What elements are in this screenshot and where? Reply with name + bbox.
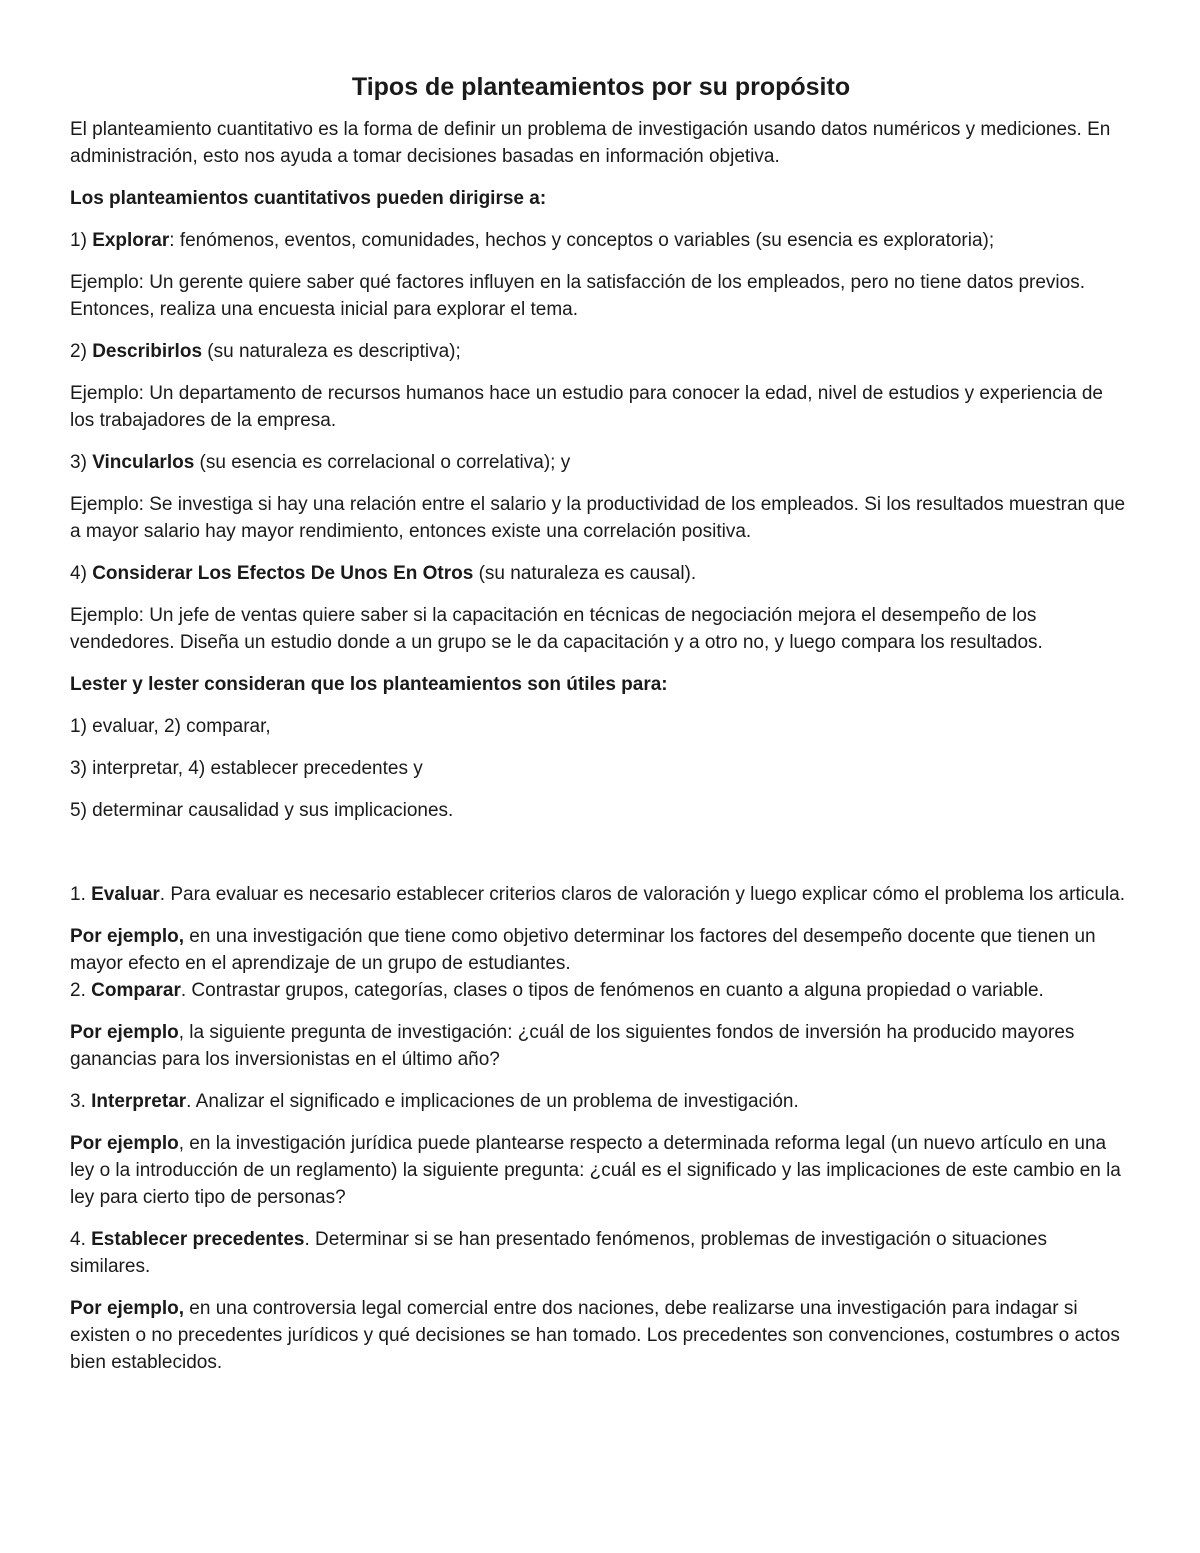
item-vincularlos: 3) Vincularlos (su esencia es correlacional o correlativa); y: [70, 452, 571, 473]
example-interpretar: Por ejemplo, en la investigación jurídica puede plantearse respecto a determinada reforma legal (un nuevo artículo en una ley o la introducción de un reglamento) la siguiente pregunta: ¿cuál es el significado y las implicaciones de este cambio en la ley para cierto tipo de personas?: [70, 1133, 1121, 1208]
uses-line-1: 1) evaluar, 2) comparar,: [70, 716, 271, 737]
example-vincularlos: Ejemplo: Se investiga si hay una relación entre el salario y la productividad de los empleados. Si los resultados muestran que a mayor salario hay mayor rendimiento, entonces existe una correlación positiva.: [70, 494, 1126, 542]
example-efectos: Ejemplo: Un jefe de ventas quiere saber si la capacitación en técnicas de negociación mejora el desempeño de los vendedores. Diseña un estudio donde a un grupo se le da capacitación y a otro no, y luego compara los resultados.: [70, 605, 1043, 653]
example-explorar: Ejemplo: Un gerente quiere saber qué factores influyen en la satisfacción de los empleados, pero no tiene datos previos. Entonces, realiza una encuesta inicial para explorar el tema.: [70, 272, 1085, 320]
uses-line-3: 5) determinar causalidad y sus implicaciones.: [70, 800, 454, 821]
example-evaluar: Por ejemplo, en una investigación que tiene como objetivo determinar los factores del desempeño docente que tienen un mayor efecto en el aprendizaje de un grupo de estudiantes.: [70, 926, 1096, 974]
item-describirlos: 2) Describirlos (su naturaleza es descriptiva);: [70, 341, 461, 362]
detail-interpretar: 3. Interpretar. Analizar el significado e implicaciones de un problema de investigación.: [70, 1091, 799, 1112]
example-describirlos: Ejemplo: Un departamento de recursos humanos hace un estudio para conocer la edad, nivel de estudios y experiencia de los trabajadores de la empresa.: [70, 383, 1103, 431]
detail-evaluar: 1. Evaluar. Para evaluar es necesario establecer criterios claros de valoración y luego explicar cómo el problema los articula.: [70, 884, 1126, 905]
document-page: [70, 70, 1132, 1391]
item-explorar: 1) Explorar: fenómenos, eventos, comunidades, hechos y conceptos o variables (su esencia es exploratoria);: [70, 230, 995, 251]
uses-line-2: 3) interpretar, 4) establecer precedentes y: [70, 758, 423, 779]
document-title: Tipos de planteamientos por su propósito: [351, 73, 851, 101]
detail-precedentes: 4. Establecer precedentes. Determinar si se han presentado fenómenos, problemas de investigación o situaciones similares.: [70, 1229, 1047, 1277]
lester-heading: Lester y lester consideran que los planteamientos son útiles para:: [70, 674, 668, 695]
intro-paragraph: El planteamiento cuantitativo es la forma de definir un problema de investigación usando datos numéricos y mediciones. En administración, esto nos ayuda a tomar decisiones basadas en información objetiva.: [70, 119, 1111, 167]
detail-comparar: 2. Comparar. Contrastar grupos, categorías, clases o tipos de fenómenos en cuanto a alguna propiedad o variable.: [70, 980, 1044, 1001]
item-efectos: 4) Considerar Los Efectos De Unos En Otros (su naturaleza es causal).: [70, 563, 697, 584]
spacer: [70, 839, 1132, 881]
example-comparar: Por ejemplo, la siguiente pregunta de investigación: ¿cuál de los siguientes fondos de inversión ha producido mayores ganancias para los inversionistas en el último año?: [70, 1022, 1075, 1070]
directed-heading: Los planteamientos cuantitativos pueden dirigirse a:: [70, 188, 547, 209]
example-precedentes: Por ejemplo, en una controversia legal comercial entre dos naciones, debe realizarse una investigación para indagar si existen o no precedentes jurídicos y qué decisiones se han tomado. Los precedentes son convenciones, costumbres o actos bien establecidos.: [70, 1298, 1120, 1373]
